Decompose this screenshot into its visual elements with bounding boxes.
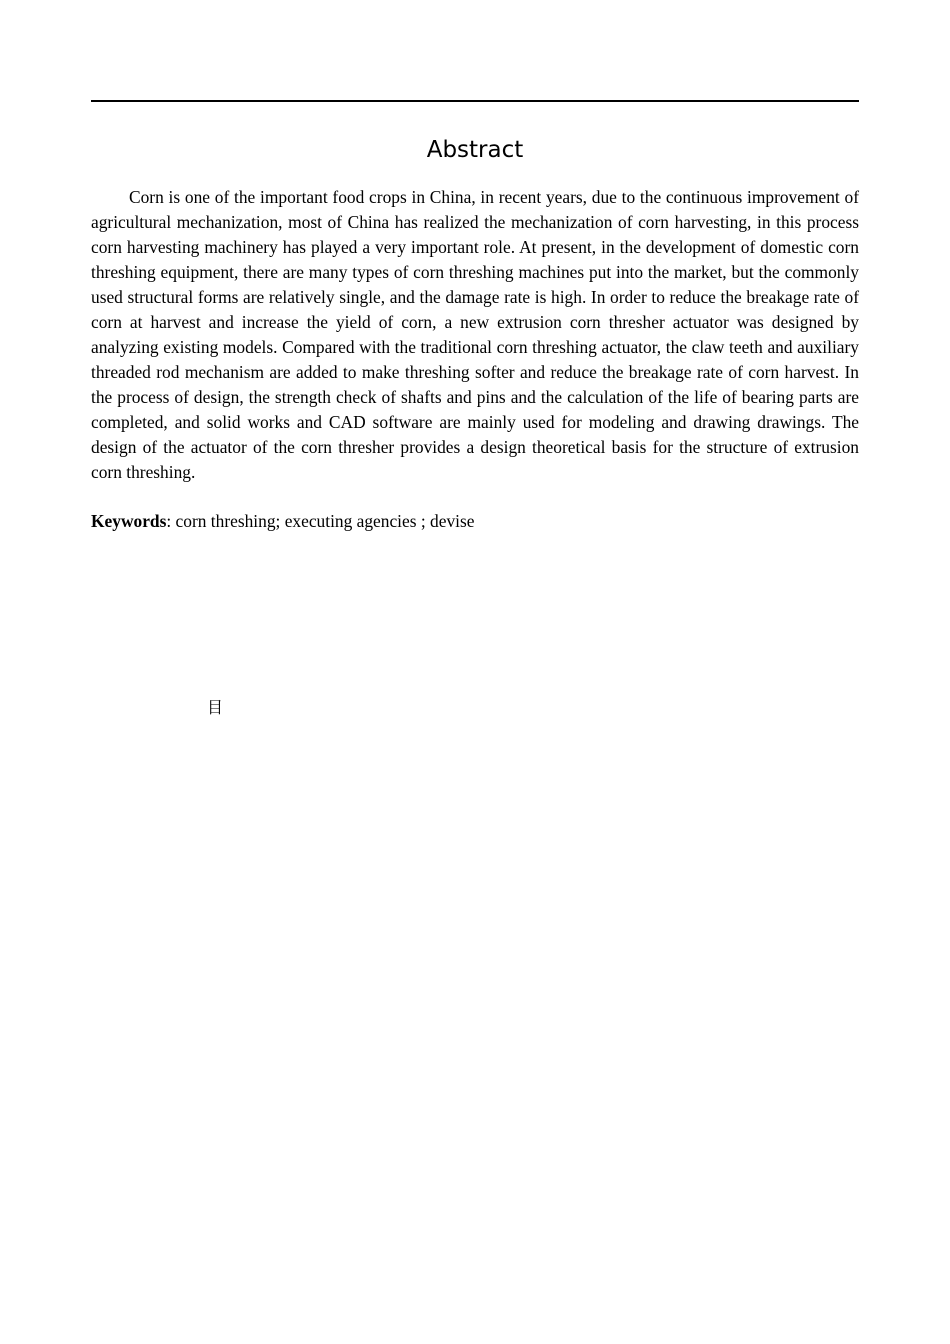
keywords-text: : corn threshing; executing agencies ; devise [166, 511, 475, 531]
abstract-body: Corn is one of the important food crops in China, in recent years, due to the continuous improvement of agricultural mechanization, most of China has realized the mechanization of corn harvesting, in this process corn harvesting machinery has played a very important role. At present, in the development of domestic corn threshing equipment, there are many types of corn threshing machines put into the market, but the commonly used structural forms are relatively single, and the damage rate is high. In order to reduce the breakage rate of corn at harvest and increase the yield of corn, a new extrusion corn thresher actuator was designed by analyzing existing models. Compared with the traditional corn threshing actuator, the claw teeth and auxiliary threaded rod mechanism are added to make threshing softer and reduce the breakage rate of corn harvest. In the process of design, the strength check of shafts and pins and the calculation of the life of bearing parts are completed, and solid works and CAD software are mainly used for modeling and drawing drawings. The design of the actuator of the corn thresher provides a design theoretical basis for the structure of extrusion corn threshing. [91, 187, 859, 482]
stray-character: 目 [207, 698, 224, 717]
keywords-label: Keywords [91, 511, 167, 531]
keywords-line [91, 509, 859, 534]
abstract-title: Abstract [426, 137, 524, 163]
header-rule [91, 100, 859, 102]
